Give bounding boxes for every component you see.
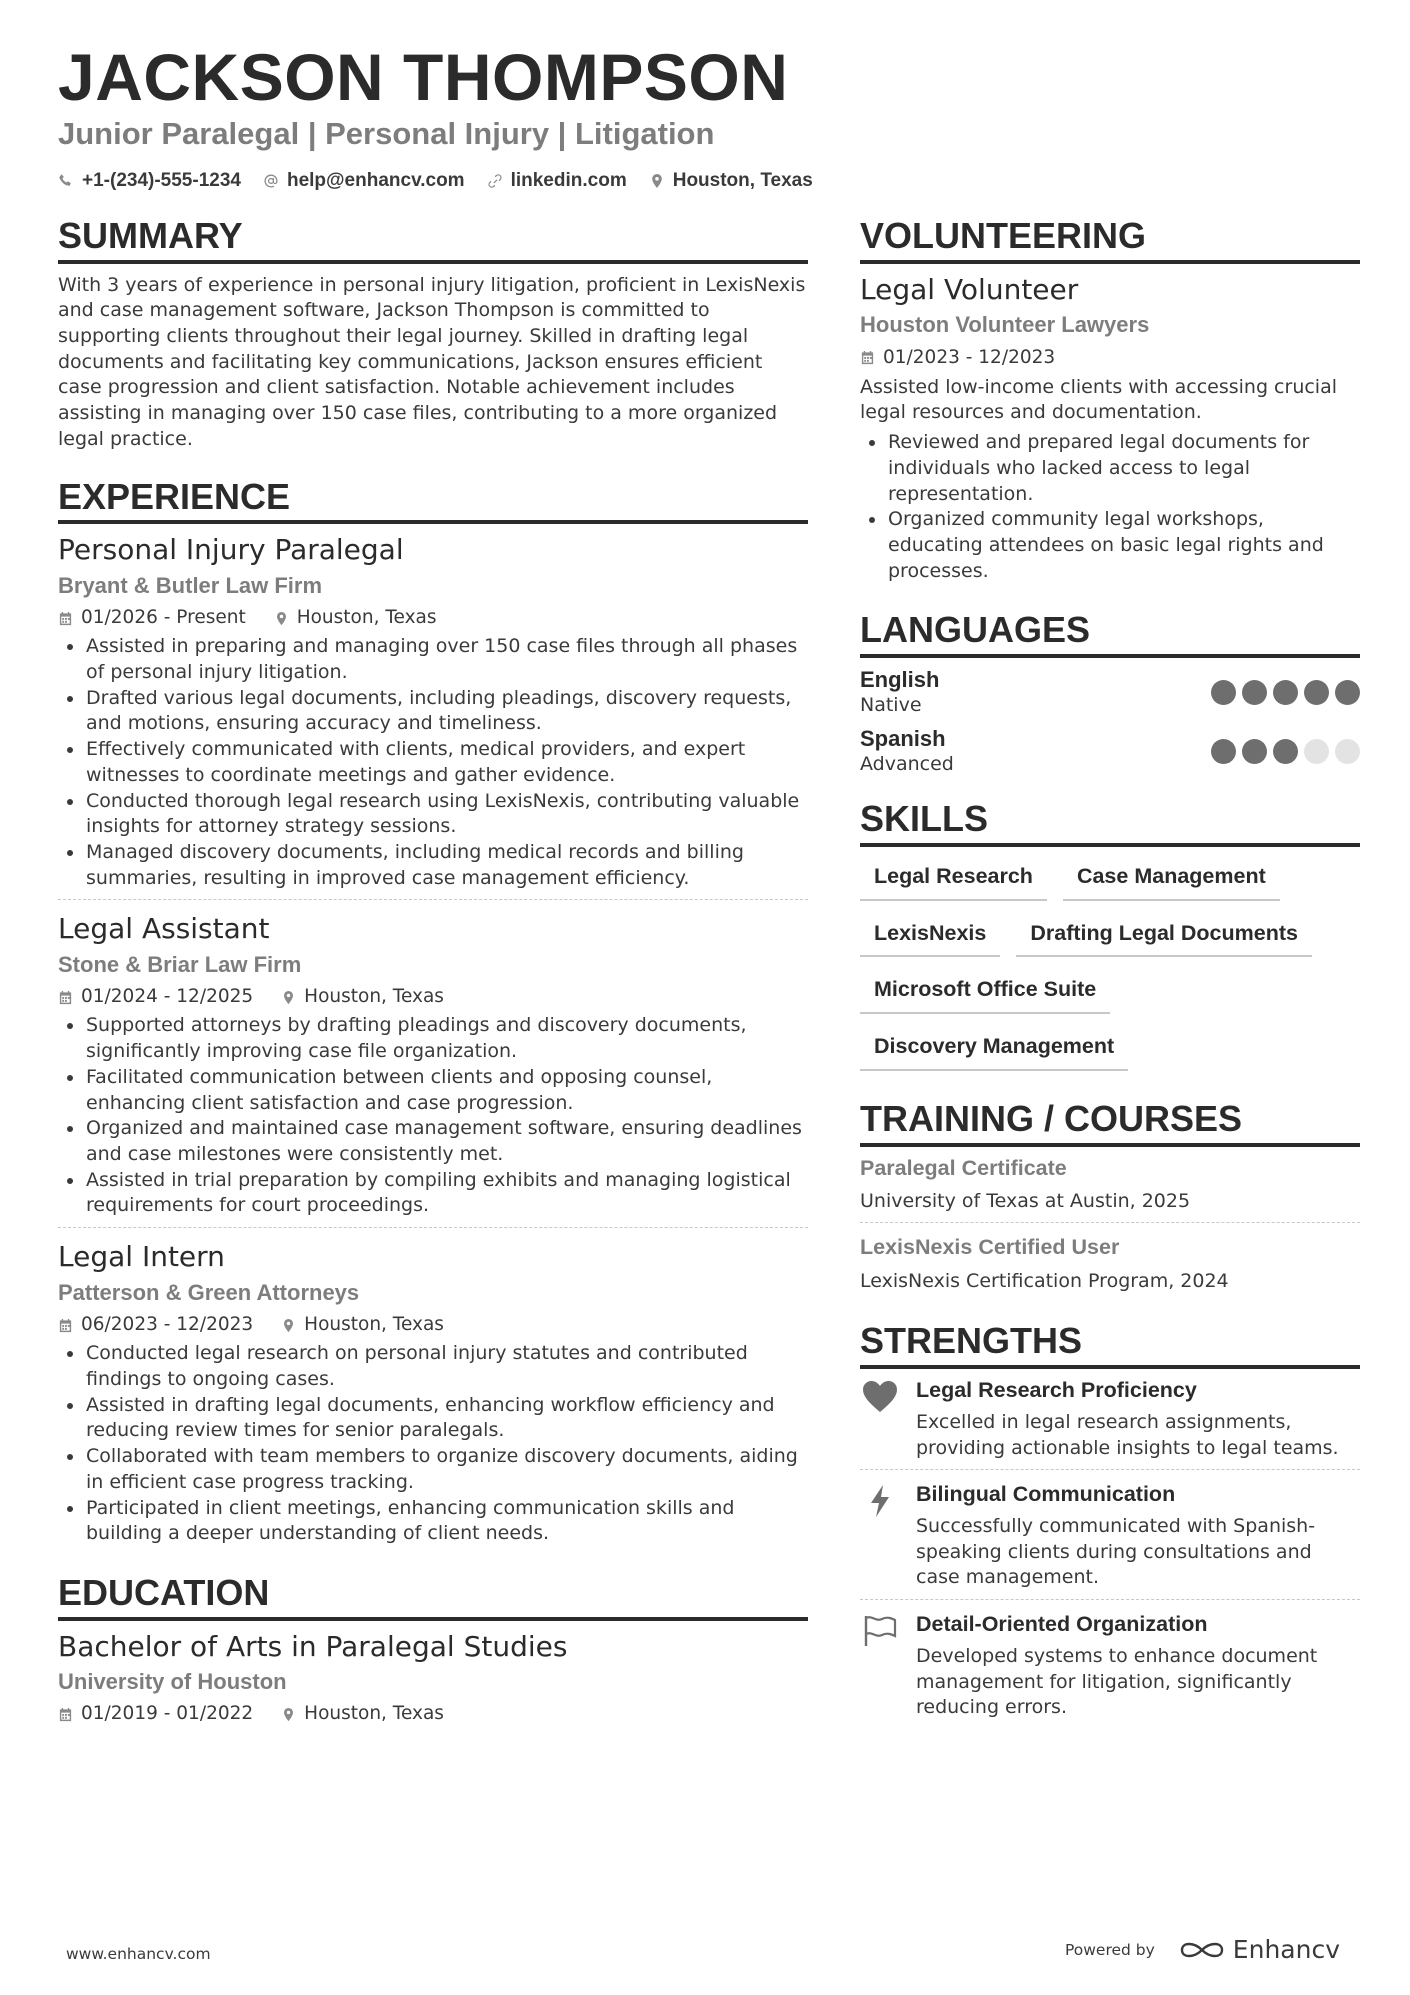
entry-divider <box>58 899 808 900</box>
skill-tag: Case Management <box>1063 858 1280 901</box>
language-item <box>860 667 1360 718</box>
experience-entry <box>58 533 808 891</box>
phone-icon <box>58 173 74 189</box>
strengths-section <box>860 1321 1360 1721</box>
entry-dates: 01/2023 - 12/2023 <box>883 346 1056 368</box>
bullet-list <box>58 634 808 891</box>
bullet-item: Participated in client meetings, enhancing communication skills and building a deeper understanding of client needs. <box>58 1496 808 1547</box>
location-pin-icon <box>281 1318 296 1333</box>
rating-dot <box>1242 680 1267 705</box>
rating-dot <box>1335 680 1360 705</box>
section-title: SKILLS <box>860 799 1360 847</box>
entry-location: Houston, Texas <box>304 1314 444 1336</box>
bullet-item: Assisted in preparing and managing over 150 case files through all phases of personal injury litigation. <box>58 634 808 685</box>
footer-website[interactable]: www.enhancv.com <box>66 1945 211 1963</box>
entry-location: Houston, Texas <box>304 986 444 1008</box>
location-pin-icon <box>281 1707 296 1722</box>
strength-item <box>860 1378 1360 1461</box>
powered-by-label: Powered by <box>1064 1940 1155 1959</box>
calendar-icon <box>58 1318 73 1333</box>
summary-text: With 3 years of experience in personal injury litigation, proficient in LexisNexis and case management software, Jackson Thompson is committed to supporting clients throughout their legal journey. Skilled in drafting legal documents and facilitating key communications, Jackson ensures efficient case progression and client satisfaction. Notable achievement includes assisting in managing over 150 case files, contributing to a more organized legal practice. <box>58 273 806 450</box>
bullet-item: Collaborated with team members to organize discovery documents, aiding in efficient case progress tracking. <box>58 1444 808 1495</box>
bullet-item: Managed discovery documents, including medical records and billing summaries, resulting in improved case management efficiency. <box>58 840 808 891</box>
at-icon <box>263 173 279 189</box>
location-pin-icon <box>274 611 289 626</box>
rating-dot <box>1273 739 1298 764</box>
strength-description: Excelled in legal research assignments, providing actionable insights to legal teams. <box>916 1410 1339 1459</box>
strength-title: Detail-Oriented Organization <box>916 1612 1208 1637</box>
section-title: STRENGTHS <box>860 1321 1360 1369</box>
training-section <box>860 1099 1360 1294</box>
left-column <box>58 216 808 1726</box>
section-title: VOLUNTEERING <box>860 216 1360 264</box>
entry-meta <box>58 607 808 629</box>
entry-location: Houston, Texas <box>296 607 437 629</box>
heart-icon <box>862 1380 898 1414</box>
rating-dot <box>1242 739 1267 764</box>
school-name: University of Houston <box>58 1669 287 1695</box>
brand-logo[interactable] <box>1179 1935 1340 1964</box>
language-name: English <box>860 666 940 692</box>
calendar-icon <box>58 1707 73 1722</box>
summary-section <box>58 216 808 453</box>
strength-item <box>860 1612 1360 1721</box>
strength-title: Bilingual Communication <box>916 1482 1176 1507</box>
entry-dates: 01/2019 - 01/2022 <box>81 1703 254 1725</box>
bullet-item: Assisted in trial preparation by compiling exhibits and managing logistical requirements for court proceedings. <box>58 1168 808 1219</box>
bullet-item: Assisted in drafting legal documents, enhancing workflow efficiency and reducing review times for senior paralegals. <box>58 1393 808 1444</box>
entry-divider <box>860 1222 1360 1223</box>
course-provider: LexisNexis Certification Program, 2024 <box>860 1269 1229 1292</box>
bullet-item: Effectively communicated with clients, medical providers, and expert witnesses to coordinate meetings and gather evidence. <box>58 737 808 788</box>
calendar-icon <box>860 350 875 365</box>
strength-description: Successfully communicated with Spanish-speaking clients during consultations and case management. <box>916 1515 1316 1589</box>
company-name: Patterson & Green Attorneys <box>58 1279 360 1305</box>
right-column <box>860 216 1360 1721</box>
entry-divider <box>58 1227 808 1228</box>
location-pin-icon <box>649 173 665 189</box>
education-section <box>58 1573 808 1726</box>
skill-tag: LexisNexis <box>860 915 1000 958</box>
job-title: Personal Injury Paralegal <box>58 533 404 567</box>
volunteer-org: Houston Volunteer Lawyers <box>860 312 1150 338</box>
company-name: Stone & Briar Law Firm <box>58 951 302 977</box>
rating-dot <box>1304 680 1329 705</box>
degree-title: Bachelor of Arts in Paralegal Studies <box>58 1629 568 1663</box>
bullet-item: Facilitated communication between clients and opposing counsel, enhancing client satisfaction and case progression. <box>58 1065 808 1116</box>
candidate-name: JACKSON THOMPSON <box>58 40 789 114</box>
calendar-icon <box>58 990 73 1005</box>
contact-location <box>649 170 813 192</box>
location-pin-icon <box>281 990 296 1005</box>
contact-linkedin[interactable] <box>487 170 627 192</box>
section-title: EDUCATION <box>58 1573 808 1621</box>
volunteer-role: Legal Volunteer <box>860 272 1079 306</box>
volunteering-section <box>860 216 1360 584</box>
company-name: Bryant & Butler Law Firm <box>58 572 323 598</box>
bullet-list <box>58 1013 808 1219</box>
entry-divider <box>860 1469 1360 1470</box>
entry-meta <box>860 347 1360 369</box>
rating-dot <box>1335 739 1360 764</box>
skill-tag: Microsoft Office Suite <box>860 971 1110 1014</box>
language-name: Spanish <box>860 726 946 752</box>
entry-meta <box>58 986 808 1008</box>
entry-dates: 01/2026 - Present <box>81 607 246 629</box>
experience-entry <box>58 1240 808 1547</box>
section-title: TRAINING / COURSES <box>860 1099 1360 1147</box>
experience-section <box>58 477 808 1547</box>
strength-item <box>860 1482 1360 1591</box>
section-title: SUMMARY <box>58 216 808 264</box>
skills-list <box>860 856 1360 1071</box>
language-level: Native <box>860 694 922 717</box>
experience-entry <box>58 912 808 1219</box>
bullet-list <box>860 430 1360 584</box>
footer-branding <box>1065 1935 1340 1964</box>
language-rating <box>1211 680 1360 705</box>
contact-bar <box>58 170 813 192</box>
bullet-item: Reviewed and prepared legal documents for individuals who lacked access to legal representation. <box>860 430 1360 507</box>
entry-meta <box>58 1703 808 1725</box>
job-title: Legal Assistant <box>58 912 270 946</box>
skill-tag: Discovery Management <box>860 1028 1128 1071</box>
bullet-item: Drafted various legal documents, including pleadings, discovery requests, and motions, ensuring accuracy and timeliness. <box>58 686 808 737</box>
link-icon <box>487 173 503 189</box>
bullet-list <box>58 1341 808 1547</box>
course-title: LexisNexis Certified User <box>860 1235 1120 1259</box>
course-item <box>860 1156 1360 1214</box>
enhancv-logo-icon <box>1179 1938 1225 1962</box>
skills-section <box>860 799 1360 1071</box>
language-level: Advanced <box>860 753 954 776</box>
rating-dot <box>1304 739 1329 764</box>
section-title: LANGUAGES <box>860 610 1360 658</box>
entry-meta <box>58 1314 808 1336</box>
linkedin-text: linkedin.com <box>510 170 627 191</box>
bullet-item: Conducted legal research on personal injury statutes and contributed findings to ongoing cases. <box>58 1341 808 1392</box>
email-text: help@enhancv.com <box>286 170 465 191</box>
bullet-item: Organized community legal workshops, educating attendees on basic legal rights and processes. <box>860 507 1360 584</box>
location-text: Houston, Texas <box>672 170 813 191</box>
languages-section <box>860 610 1360 777</box>
skill-tag: Legal Research <box>860 858 1047 901</box>
entry-divider <box>860 1599 1360 1600</box>
strength-title: Legal Research Proficiency <box>916 1378 1197 1403</box>
section-title: EXPERIENCE <box>58 477 808 525</box>
contact-phone[interactable] <box>58 170 241 192</box>
entry-dates: 01/2024 - 12/2025 <box>81 986 254 1008</box>
phone-text: +1-(234)-555-1234 <box>82 170 241 191</box>
rating-dot <box>1273 680 1298 705</box>
rating-dot <box>1211 680 1236 705</box>
calendar-icon <box>58 611 73 626</box>
bullet-item: Conducted thorough legal research using LexisNexis, contributing valuable insights for attorney strategy sessions. <box>58 789 808 840</box>
course-provider: University of Texas at Austin, 2025 <box>860 1190 1191 1213</box>
language-item <box>860 726 1360 777</box>
job-title: Legal Intern <box>58 1240 225 1274</box>
flag-icon <box>862 1614 898 1648</box>
candidate-headline: Junior Paralegal | Personal Injury | Litigation <box>58 116 715 151</box>
bullet-item: Organized and maintained case management software, ensuring deadlines and case milestones were consistently met. <box>58 1116 808 1167</box>
contact-email[interactable] <box>263 170 465 192</box>
brand-name: Enhancv <box>1232 1935 1340 1964</box>
entry-location: Houston, Texas <box>304 1703 444 1725</box>
course-item <box>860 1235 1360 1293</box>
bullet-item: Supported attorneys by drafting pleadings and discovery documents, significantly improving case file organization. <box>58 1013 808 1064</box>
skill-tag: Drafting Legal Documents <box>1016 915 1312 958</box>
strength-description: Developed systems to enhance document management for litigation, significantly reducing errors. <box>916 1644 1318 1719</box>
entry-dates: 06/2023 - 12/2023 <box>81 1314 254 1336</box>
course-title: Paralegal Certificate <box>860 1155 1067 1180</box>
rating-dot <box>1211 739 1236 764</box>
volunteer-description: Assisted low-income clients with accessing crucial legal resources and documentation. <box>860 375 1338 424</box>
lightning-icon <box>862 1484 898 1518</box>
language-rating <box>1211 739 1360 764</box>
